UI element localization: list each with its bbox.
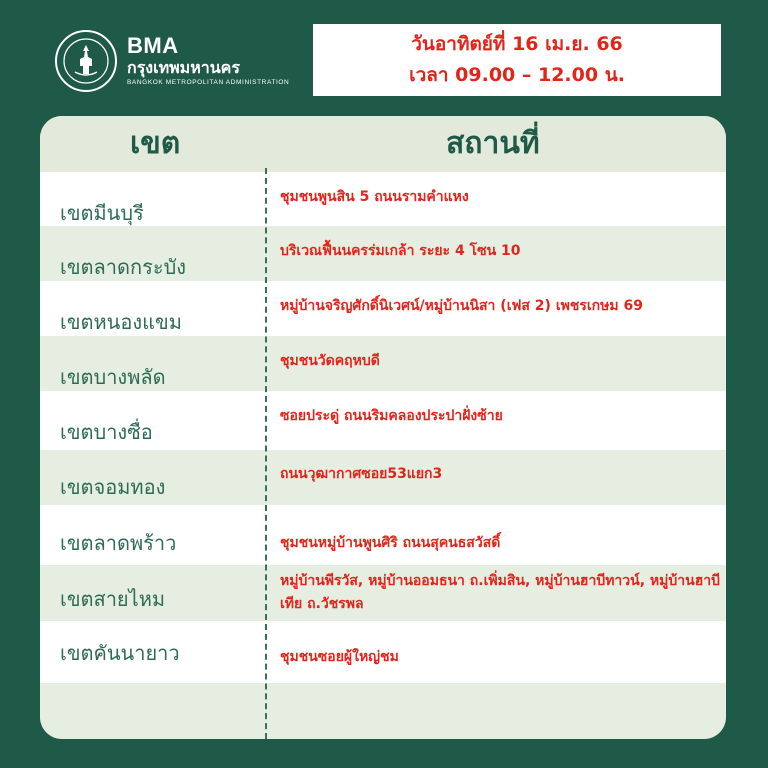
table-row [40,336,726,391]
column-divider [265,168,267,739]
bma-logo [55,30,289,92]
logo-english-name: BANGKOK METROPOLITAN ADMINISTRATION [127,79,290,86]
date-line: วันอาทิตย์ที่ 16 เม.ย. 66 [411,33,623,55]
column-header-location: สถานที่ [446,126,540,161]
district-cell: เขตลาดพร้าว [60,531,177,555]
location-cell: ชุมชนวัดคฤหบดี [280,353,380,369]
location-cell: บริเวณฟื้นนครร่มเกล้า ระยะ 4 โซน 10 [280,243,521,259]
district-cell: เขตสายไหม [60,587,166,611]
schedule-table [40,116,726,739]
bma-seal-icon [55,30,117,92]
logo-abbr: BMA [127,33,179,58]
district-cell: เขตบางซื่อ [60,420,153,444]
location-cell: ชุมชนพูนสิน 5 ถนนรามคำแหง [280,189,469,205]
table-row [40,391,726,450]
date-time-box [313,24,721,96]
table-row [40,226,726,281]
table-row [40,565,726,621]
district-cell: เขตจอมทอง [60,475,166,499]
location-cell: หมู่บ้านจริญศักดิ์นิเวศน์/หมู่บ้านนิสา (เฟส 2) เพชรเกษม 69 [280,298,643,314]
district-cell: เขตหนองแขม [60,310,182,334]
district-cell: เขตคันนายาว [60,641,180,665]
table-row [40,450,726,505]
location-cell: ซอยประดู่ ถนนริมคลองประปาฝั่งซ้าย [280,408,503,424]
location-cell: หมู่บ้านพีรวัส, หมู่บ้านออมธนา ถ.เพิ่มสิน, หมู่บ้านฮาบีทาวน์, หมู่บ้านฮาบีเทีย ถ.วัชรพล [280,573,720,612]
district-cell: เขตบางพลัด [60,365,166,389]
district-cell: เขตมีนบุรี [60,201,144,225]
location-cell: ถนนวุฒากาศซอย53แยก3 [280,466,443,482]
table-row [40,281,726,336]
logo-thai-name: กรุงเทพมหานคร [127,58,240,77]
table-row [40,172,726,226]
time-line: เวลา 09.00 – 12.00 น. [409,64,625,86]
column-header-district: เขต [130,126,181,161]
location-cell: ชุมชนซอยผู้ใหญ่ชม [280,649,399,665]
table-row [40,505,726,565]
district-cell: เขตลาดกระบัง [60,255,187,279]
table-header [40,116,726,172]
location-cell: ชุมชนหมู่บ้านพูนศิริ ถนนสุคนธสวัสดิ์ [280,535,501,551]
table-row [40,621,726,683]
table-row-empty [40,683,726,739]
